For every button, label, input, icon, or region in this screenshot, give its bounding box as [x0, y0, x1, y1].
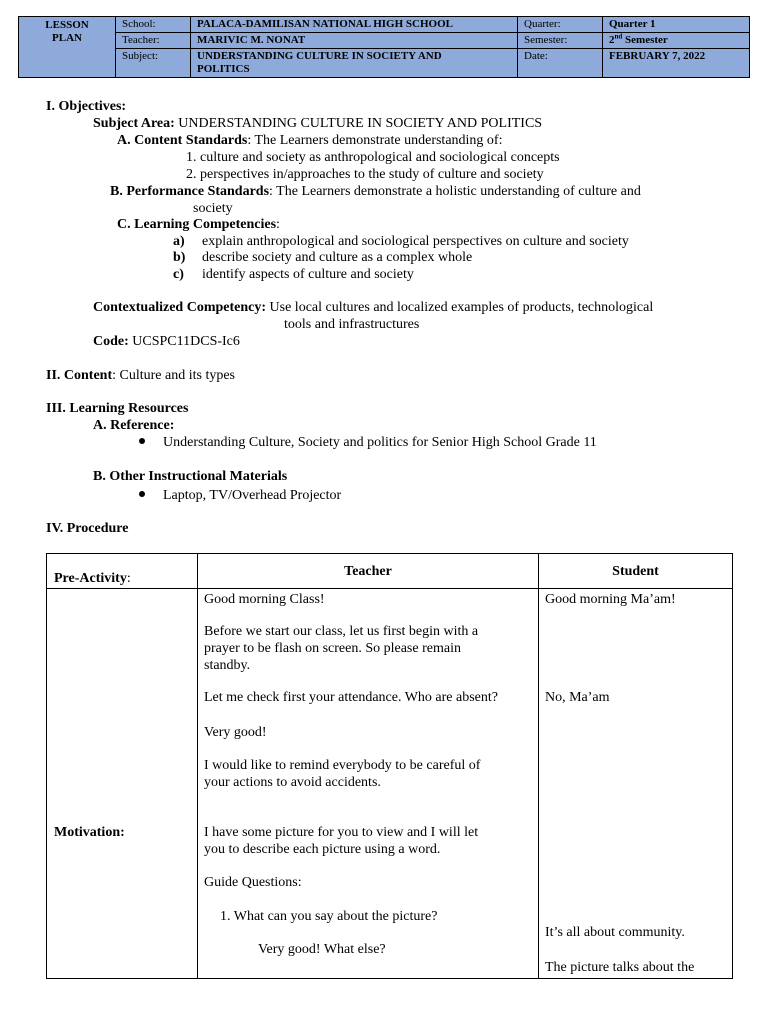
- contextualized-competency-cont: tools and infrastructures: [284, 317, 420, 332]
- teacher-line: Before we start our class, let us first begin with a: [204, 624, 479, 639]
- other-materials-item-text: Laptop, TV/Overhead Projector: [163, 488, 342, 503]
- lesson-plan-header: [18, 16, 750, 78]
- other-materials-item: [139, 487, 341, 504]
- pre-activity-header: [47, 554, 198, 589]
- reference-label: A. Reference:: [93, 418, 175, 433]
- learning-competencies: [117, 216, 280, 233]
- teacher-label: Teacher:: [116, 33, 191, 49]
- teacher-line: Guide Questions:: [204, 875, 302, 890]
- subject-value-line-2: POLITICS: [197, 63, 250, 75]
- teacher-line: you to describe each picture using a word.: [204, 842, 441, 857]
- teacher-value: MARIVIC M. NONAT: [191, 33, 518, 49]
- resources-heading: III. Learning Resources: [46, 401, 189, 416]
- lesson-plan-label: [19, 17, 116, 78]
- contextualized-competency: [93, 299, 653, 316]
- semester-value: [603, 33, 750, 49]
- teacher-line: I have some picture for you to view and I will let: [204, 825, 479, 840]
- subject-area-label: Subject Area:: [93, 116, 175, 131]
- school-value: PALACA-DAMILISAN NATIONAL HIGH SCHOOL: [191, 17, 518, 33]
- teacher-line: prayer to be flash on screen. So please remain: [204, 641, 461, 656]
- content-section: [46, 367, 235, 384]
- teacher-line: 1. What can you say about the picture?: [220, 909, 438, 924]
- content-text: : Culture and its types: [112, 368, 236, 383]
- semester-word: Semester: [622, 34, 668, 46]
- competency-marker-c: c): [173, 267, 184, 282]
- other-materials-label: B. Other Instructional Materials: [93, 469, 288, 484]
- reference-item-text: Understanding Culture, Society and politics for Senior High School Grade 11: [163, 435, 597, 450]
- student-cell: [539, 589, 733, 979]
- performance-standards-text: : The Learners demonstrate a holistic understanding of culture and: [269, 184, 641, 199]
- procedure-heading: IV. Procedure: [46, 521, 129, 536]
- reference-item: [139, 434, 597, 451]
- semester-suffix: nd: [614, 32, 623, 41]
- student-column-header: Student: [539, 554, 733, 589]
- content-standards: [117, 132, 502, 149]
- contextualized-competency-text: Use local cultures and localized examples of products, technological: [266, 300, 654, 315]
- competency-item-c: identify aspects of culture and society: [202, 267, 414, 282]
- content-label: II. Content: [46, 368, 113, 383]
- activity-label-cell: [47, 589, 198, 979]
- date-label: Date:: [518, 49, 603, 78]
- teacher-line: I would like to remind everybody to be careful of: [204, 758, 481, 773]
- content-standards-text: : The Learners demonstrate understanding of:: [247, 133, 503, 148]
- lesson-plan-line-1: LESSON: [45, 19, 89, 31]
- teacher-column-header: Teacher: [198, 554, 539, 589]
- objectives-heading: I. Objectives:: [46, 99, 127, 114]
- content-standard-item-1: 1. culture and society as anthropological and sociological concepts: [186, 150, 560, 165]
- performance-standards-label: B. Performance Standards: [110, 184, 270, 199]
- procedure-table: [46, 553, 733, 979]
- date-value: FEBRUARY 7, 2022: [603, 49, 750, 78]
- contextualized-competency-label: Contextualized Competency:: [93, 300, 267, 315]
- content-standards-label: A. Content Standards: [117, 133, 248, 148]
- code-label: Code:: [93, 334, 129, 349]
- performance-standards: [110, 183, 641, 200]
- student-line: The picture talks about the: [545, 960, 695, 975]
- learning-competencies-colon: :: [276, 217, 280, 232]
- student-line: It’s all about community.: [545, 925, 685, 940]
- subject-label: Subject:: [116, 49, 191, 78]
- teacher-line: your actions to avoid accidents.: [204, 775, 381, 790]
- teacher-line: Let me check first your attendance. Who are absent?: [204, 690, 498, 705]
- bullet-icon: [139, 491, 145, 497]
- quarter-label: Quarter:: [518, 17, 603, 33]
- code: [93, 333, 240, 350]
- semester-label: Semester:: [518, 33, 603, 49]
- content-standard-item-2: 2. perspectives in/approaches to the study of culture and society: [186, 167, 544, 182]
- competency-marker-b: b): [173, 250, 186, 265]
- pre-activity-label: Pre-Activity: [54, 571, 127, 586]
- subject-value-line-1: UNDERSTANDING CULTURE IN SOCIETY AND: [197, 50, 442, 62]
- lesson-plan-line-2: PLAN: [52, 32, 82, 44]
- competency-marker-a: a): [173, 234, 185, 249]
- code-value: UCSPC11DCS-Ic6: [128, 334, 240, 349]
- teacher-line: Very good! What else?: [258, 942, 386, 957]
- competency-item-a: explain anthropological and sociological perspectives on culture and society: [202, 234, 629, 249]
- teacher-line: standby.: [204, 658, 251, 673]
- quarter-value: Quarter 1: [603, 17, 750, 33]
- competency-item-b: describe society and culture as a complex whole: [202, 250, 473, 265]
- semester-number: 2: [609, 34, 615, 46]
- pre-activity-colon: :: [126, 571, 131, 586]
- learning-competencies-label: C. Learning Competencies: [117, 217, 277, 232]
- student-line: No, Ma’am: [545, 690, 610, 705]
- student-line: Good morning Ma’am!: [545, 592, 676, 607]
- teacher-line: Very good!: [204, 725, 267, 740]
- motivation-label: Motivation:: [54, 825, 125, 840]
- subject-value: [191, 49, 518, 78]
- subject-area: [93, 115, 542, 132]
- teacher-cell: [198, 589, 539, 979]
- bullet-icon: [139, 438, 145, 444]
- performance-standards-cont: society: [193, 201, 233, 216]
- school-label: School:: [116, 17, 191, 33]
- subject-area-value: UNDERSTANDING CULTURE IN SOCIETY AND POLITICS: [174, 116, 543, 131]
- teacher-line: Good morning Class!: [204, 592, 325, 607]
